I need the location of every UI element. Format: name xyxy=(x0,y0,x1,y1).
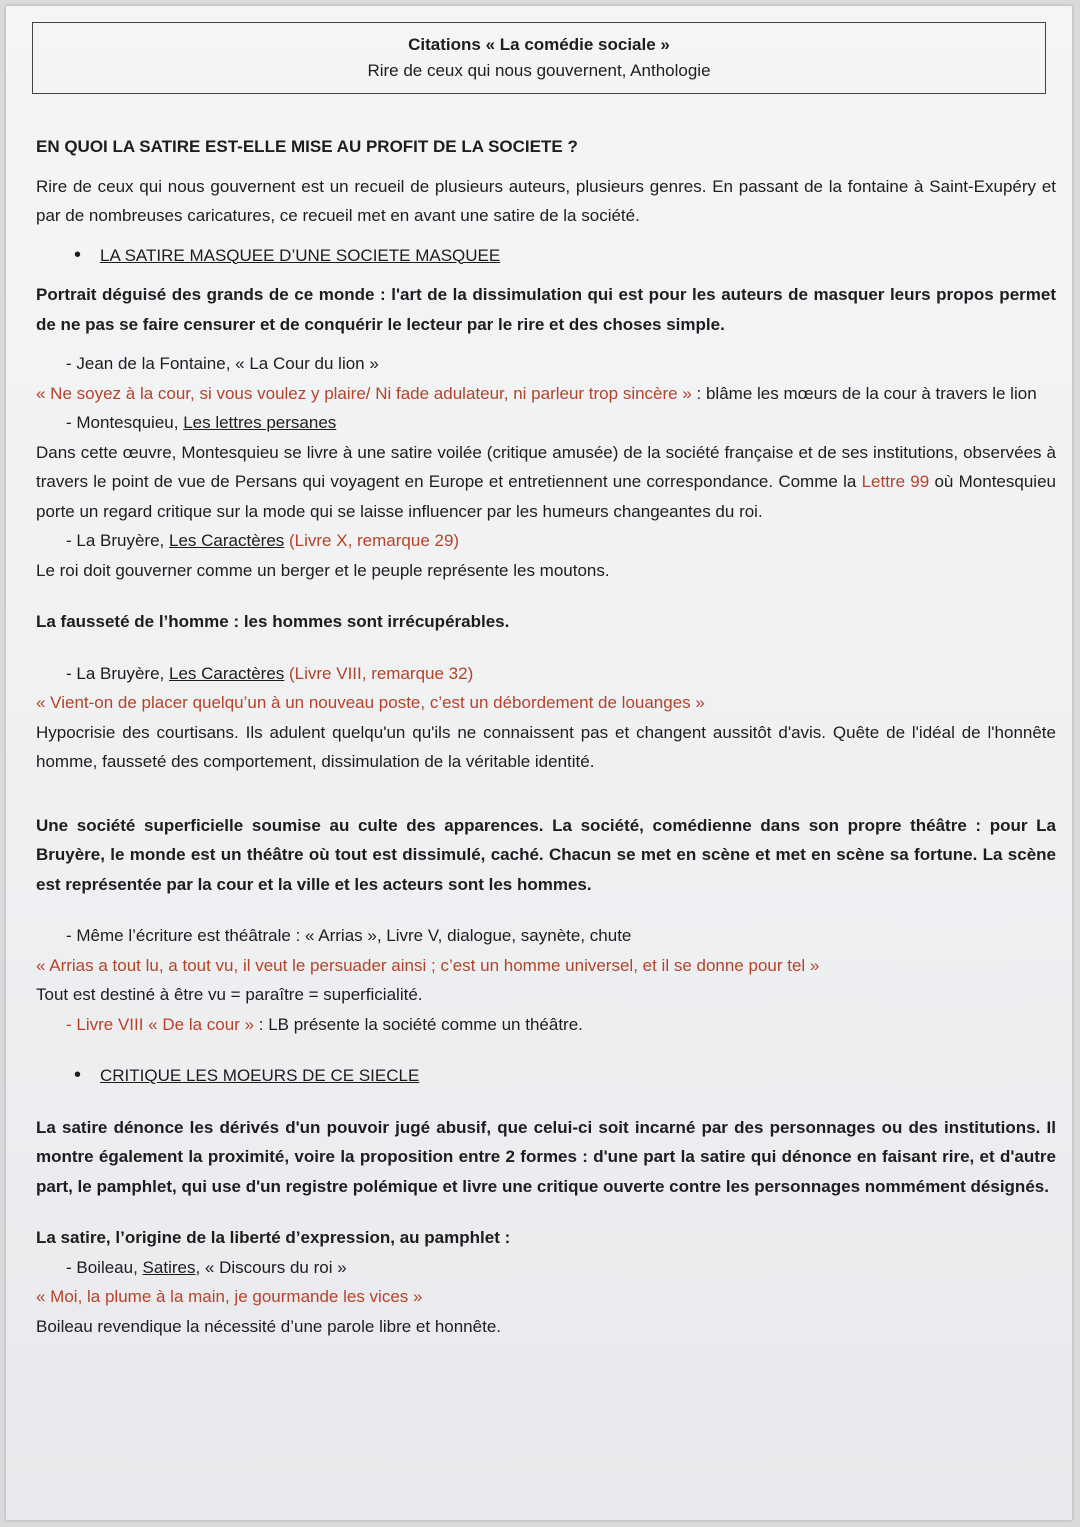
document-title: Citations « La comédie sociale » xyxy=(408,35,670,54)
bruyere1-ref: (Livre X, remarque 29) xyxy=(284,531,460,550)
intro-paragraph: Rire de ceux qui nous gouvernent est un recueil de plusieurs auteurs, plusieurs genres. En passant de la fontaine à Saint-Exupéry et par de nombreuses caricatures, ce recueil met en avant une satire de la société. xyxy=(36,176,1056,225)
document-subtitle: Rire de ceux qui nous gouvernent, Anthologie xyxy=(367,61,711,80)
satire-paragraph: La satire dénonce les dérivés d'un pouvoir jugé abusif, que celui-ci soit incarné par des personnages ou des institutions. Il montre également la proximité, voire la proposition entre 2 formes : d'une part la satire qui dénonce en faisant rire, et d'autre part, le pamphlet, qui use d'un registre polémique et livre une critique ouverte contre les personnages nommément désignés. xyxy=(36,1117,1056,1196)
main-question: EN QUOI LA SATIRE EST-ELLE MISE AU PROFIT DE LA SOCIETE ? xyxy=(36,137,578,156)
bruyere1-text: Le roi doit gouverner comme un berger et le peuple représente les moutons. xyxy=(36,560,610,580)
bruyere1-line: - La Bruyère, Les Caractères (Livre X, remarque 29) xyxy=(66,531,460,550)
boileau-title: Satires xyxy=(142,1257,196,1277)
lettre-99: Lettre 99 xyxy=(861,472,930,491)
societe-paragraph: Une société superficielle soumise au culte des apparences. La société, comédienne dans son propre théâtre : pour La Bruyère, le monde est un théâtre où tout est dissimulé, caché. Chacun se met en scène et met en scène sa fortune. La scène est représentée par la cour et la ville et les acteurs sont les hommes. xyxy=(36,815,1056,894)
livre8-line: - Livre VIII « De la cour » : LB présente la société comme un théâtre. xyxy=(66,1014,583,1034)
montesquieu-title: Les lettres persanes xyxy=(183,413,337,432)
ecriture-line: - Même l’écriture est théâtrale : « Arrias », Livre V, dialogue, saynète, chute xyxy=(66,926,632,945)
boileau-line: - Boileau, Satires, « Discours du roi » xyxy=(66,1257,347,1277)
fontaine-line: - Jean de la Fontaine, « La Cour du lion » xyxy=(66,354,379,373)
faussete-heading: La fausseté de l’homme : les hommes sont irrécupérables. xyxy=(36,612,510,631)
boileau-text: Boileau revendique la nécessité d’une parole libre et honnête. xyxy=(36,1316,501,1336)
bruyere2-ref: (Livre VIII, remarque 32) xyxy=(284,663,474,683)
fontaine-quote-line xyxy=(36,379,1056,409)
section2-heading: • CRITIQUE LES MOEURS DE CE SIECLE xyxy=(36,1061,1056,1091)
document-body xyxy=(36,132,1056,1341)
bruyere2-line: - La Bruyère, Les Caractères (Livre VIII, remarque 32) xyxy=(66,663,474,683)
liberte-heading: La satire, l’origine de la liberté d’expression, au pamphlet : xyxy=(36,1228,511,1247)
arrias-quote: « Arrias a tout lu, a tout vu, il veut le persuader ainsi ; c’est un homme universel, et il se donne pour tel » xyxy=(36,955,820,975)
paraitre-line: Tout est destiné à être vu = paraître = superficialité. xyxy=(36,985,423,1004)
bruyere2-quote: « Vient-on de placer quelqu’un à un nouveau poste, c’est un débordement de louanges » xyxy=(36,693,705,712)
fontaine-comment: : blâme les mœurs de la cour à travers le lion xyxy=(691,383,1037,403)
section1-heading: • LA SATIRE MASQUEE D’UNE SOCIETE MASQUEE xyxy=(36,241,1056,271)
boileau-quote: « Moi, la plume à la main, je gourmande les vices » xyxy=(36,1287,423,1306)
montesquieu-line: - Montesquieu, Les lettres persanes xyxy=(66,413,337,432)
bruyere2-text: Hypocrisie des courtisans. Ils adulent quelqu'un qu'ils ne connaissent pas et changent aussitôt d'avis. Quête de l'idéal de l'honnête homme, fausseté des comportement, dissimulation de la véritable identité. xyxy=(36,722,1056,771)
portrait-paragraph: Portrait déguisé des grands de ce monde : l'art de la dissimulation qui est pour les auteurs de masquer leurs propos permet de ne pas se faire censurer et de conquérir le lecteur par le rire et des choses simple. xyxy=(36,285,1056,334)
title-box xyxy=(32,22,1046,94)
fontaine-quote: « Ne soyez à la cour, si vous voulez y plaire/ Ni fade adulateur, ni parleur trop sincère » xyxy=(36,383,692,403)
montesquieu-paragraph: Dans cette œuvre, Montesquieu se livre à une satire voilée (critique amusée) de la société française et de ses institutions, observées à travers le point de vue de Persans qui voyagent en Europe et entretiennent une correspondance. Comme la Lettre 99 où Montesquieu porte un regard critique sur la mode qui se laisse influencer par les humeurs changeantes du roi. xyxy=(36,442,1056,521)
